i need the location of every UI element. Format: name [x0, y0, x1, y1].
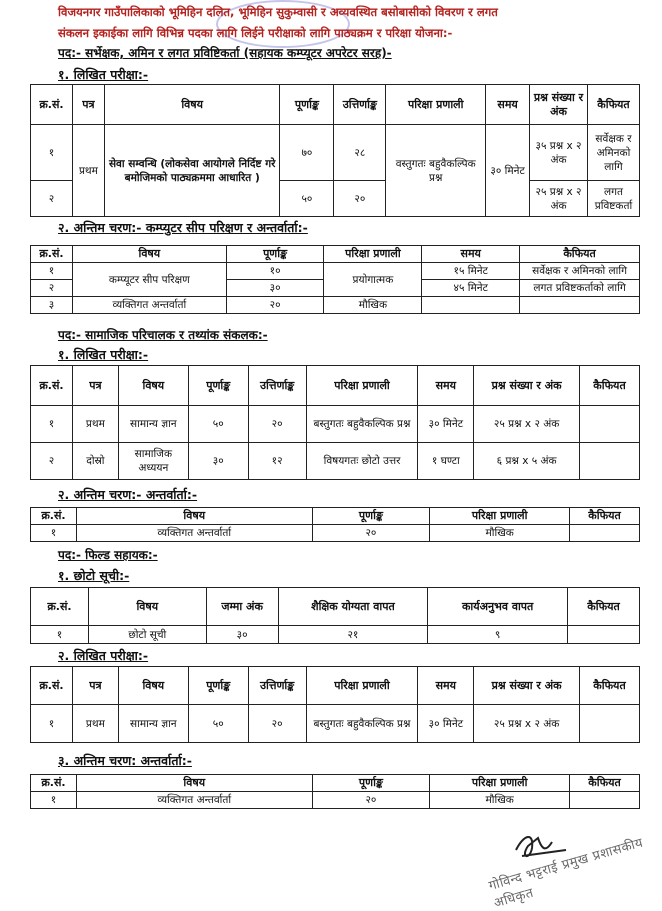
col-header: प्रश्न संख्या र अंक [474, 366, 580, 406]
col-header: विषय [118, 366, 188, 406]
col-header: विषय [104, 85, 280, 125]
table-header-row [31, 508, 640, 525]
cell-subject: सामाजिक अध्ययन [118, 443, 188, 480]
col-header: कैफियत [580, 667, 640, 705]
col-header: परिक्षा प्रणाली [430, 508, 570, 525]
cell-total-marks: ३० [206, 626, 278, 644]
post3-final-table [30, 774, 640, 809]
cell-pass-marks: २० [334, 181, 386, 217]
document-header [58, 2, 653, 44]
official-stamp: गोविन्द भट्टराई प्रमुख प्रशासकीय अधिकृत [487, 835, 645, 911]
cell-paper: प्रथम [72, 406, 118, 443]
cell-sn: २ [31, 181, 73, 217]
col-header: परिक्षा प्रणाली [306, 667, 418, 705]
col-header: समय [418, 366, 474, 406]
post2-title: पद:- सामाजिक परिचालक र तथ्यांक संकलक:- [58, 328, 268, 342]
post2-final-table [30, 507, 640, 542]
cell-full-marks: ७० [280, 125, 334, 181]
cell-remark: सर्वेक्षक र अमिनको लागि [587, 125, 639, 181]
cell-remark [570, 525, 640, 542]
cell-remark: लगत प्रविष्टकर्ता [587, 181, 639, 217]
cell-questions: ६ प्रश्न x ५ अंक [474, 443, 580, 480]
cell-remark [580, 406, 640, 443]
cell-time [422, 297, 520, 314]
table-row [31, 406, 640, 443]
cell-subject: कम्प्यूटर सीप परिक्षण [72, 263, 226, 297]
cell-remark [570, 792, 640, 809]
cell-time: ३० मिनेट [418, 705, 474, 743]
col-header: विषय [76, 508, 312, 525]
post2-written-heading: १. लिखित परीक्षा:- [58, 347, 149, 362]
post3-final-heading: ३. अन्तिम चरण: अन्तर्वार्ता:- [58, 753, 192, 768]
cell-subject: व्यक्तिगत अन्तर्वार्ता [76, 525, 312, 542]
table-row [31, 297, 640, 314]
cell-full-marks: २० [312, 792, 430, 809]
table-row [31, 792, 640, 809]
cell-questions: २५ प्रश्न x २ अंक [474, 406, 580, 443]
col-header: कैफियत [587, 85, 639, 125]
col-header: क्र.सं. [31, 588, 89, 626]
cell-time: ३० मिनेट [418, 406, 474, 443]
col-header: समय [418, 667, 474, 705]
post2-final-heading: २. अन्तिम चरण:- अन्तर्वार्ता:- [58, 487, 198, 502]
post2-written-table [30, 365, 640, 480]
cell-sn: २ [31, 443, 73, 480]
cell-questions: २५ प्रश्न x २ अंक [530, 181, 588, 217]
cell-time: ४५ मिनेट [422, 280, 520, 297]
table-header-row [31, 366, 640, 406]
col-header: शैक्षिक योग्यता वापत [278, 588, 428, 626]
cell-full-marks: ३० [188, 443, 248, 480]
cell-sn: १ [31, 263, 73, 280]
cell-sn: २ [31, 280, 73, 297]
col-header: परिक्षा प्रणाली [430, 775, 570, 792]
cell-sn: १ [31, 705, 73, 743]
cell-exam-system: बस्तुगतः बहुवैकल्पिक प्रश्न [306, 406, 418, 443]
col-header: कैफियत [570, 508, 640, 525]
col-header: पूर्णाङ्क [226, 246, 324, 263]
cell-subject: छोटो सूची [88, 626, 206, 644]
post1-final-heading: २. अन्तिम चरण:- कम्प्युटर सीप परिक्षण र अन्तर्वार्ता:- [58, 220, 308, 235]
cell-remark: सर्वेक्षक र अमिनको लागि [520, 263, 640, 280]
col-header: उत्तिर्णाङ्क [248, 366, 306, 406]
cell-exam-system: मौखिक [430, 792, 570, 809]
cell-paper: प्रथम [72, 705, 118, 743]
col-header: क्र.सं. [31, 508, 77, 525]
col-header: कैफियत [570, 775, 640, 792]
col-header: विषय [76, 775, 312, 792]
table-header-row [31, 667, 640, 705]
col-header: क्र.सं. [31, 366, 73, 406]
post1-written-table [30, 84, 640, 217]
cell-sn: १ [31, 406, 73, 443]
cell-time: ३० मिनेट [486, 125, 530, 217]
col-header: पूर्णाङ्क [188, 667, 248, 705]
col-header: पत्र [72, 85, 104, 125]
post1-final-table [30, 245, 640, 314]
col-header: उत्तिर्णाङ्क [248, 667, 306, 705]
cell-time: १ घण्टा [418, 443, 474, 480]
cell-sn: १ [31, 525, 77, 542]
cell-full-marks: ५० [188, 705, 248, 743]
cell-pass-marks: २० [248, 705, 306, 743]
col-header: कैफियत [580, 366, 640, 406]
table-row [31, 705, 640, 743]
header-line-2: संकलन इकाईका लागि विभिन्न पदका लागि लिईने परीक्षाको लागि पाठ्यक्रम र परिक्षा योजना:- [58, 26, 453, 40]
cell-pass-marks: २८ [334, 125, 386, 181]
col-header: समय [486, 85, 530, 125]
col-header: विषय [72, 246, 226, 263]
col-header: पूर्णाङ्क [312, 775, 430, 792]
col-header: विषय [88, 588, 206, 626]
cell-remark [580, 705, 640, 743]
cell-remark: लगत प्रविष्टकर्ताको लागि [520, 280, 640, 297]
cell-subject: सेवा सम्वन्धि (लोकसेवा आयोगले निर्दिष्ट गरे बमोजिमको पाठ्यक्रममा आधारित ) [104, 125, 280, 217]
cell-pass-marks: २० [248, 406, 306, 443]
col-header: क्र.सं. [31, 85, 73, 125]
table-row [31, 443, 640, 480]
cell-remark [568, 626, 640, 644]
cell-full-marks: २० [226, 297, 324, 314]
table-row [31, 525, 640, 542]
cell-exam-system: बस्तुगतः बहुवैकल्पिक प्रश्न [306, 705, 418, 743]
cell-subject: सामान्य ज्ञान [118, 705, 188, 743]
post3-short-table [30, 587, 640, 644]
col-header: क्र.सं. [31, 775, 77, 792]
col-header: परिक्षा प्रणाली [306, 366, 418, 406]
col-header: पत्र [72, 366, 118, 406]
cell-sn: ३ [31, 297, 73, 314]
post3-written-heading: २. लिखित परीक्षा:- [58, 648, 149, 663]
col-header: परिक्षा प्रणाली [324, 246, 422, 263]
post1-title: पद:- सर्भेक्षक, अमिन र लगत प्रविष्टिकर्ता (सहायक कम्प्यूटर अपरेटर सरह)- [58, 46, 392, 60]
cell-questions: ३५ प्रश्न x २ अंक [530, 125, 588, 181]
col-header: पूर्णाङ्क [312, 508, 430, 525]
cell-full-marks: ५० [280, 181, 334, 217]
cell-time: १५ मिनेट [422, 263, 520, 280]
post3-written-table [30, 666, 640, 743]
cell-exam-system: विषयगतः छोटो उत्तर [306, 443, 418, 480]
cell-subject: व्यक्तिगत अन्तर्वार्ता [76, 792, 312, 809]
cell-sn: १ [31, 792, 77, 809]
col-header: उत्तिर्णाङ्क [334, 85, 386, 125]
col-header: क्र.सं. [31, 246, 73, 263]
cell-exam-system: वस्तुगतः बहुवैकल्पिक प्रश्न [386, 125, 486, 217]
col-header: कैफियत [568, 588, 640, 626]
table-header-row [31, 588, 640, 626]
col-header: कार्यअनुभव वापत [428, 588, 568, 626]
cell-exam-system: मौखिक [324, 297, 422, 314]
cell-experience-marks: ९ [428, 626, 568, 644]
cell-pass-marks: १२ [248, 443, 306, 480]
col-header: परिक्षा प्रणाली [386, 85, 486, 125]
col-header: पूर्णाङ्क [280, 85, 334, 125]
cell-questions: २५ प्रश्न x २ अंक [474, 705, 580, 743]
table-header-row [31, 775, 640, 792]
cell-full-marks: ५० [188, 406, 248, 443]
cell-subject: सामान्य ज्ञान [118, 406, 188, 443]
col-header: प्रश्न संख्या र अंक [474, 667, 580, 705]
cell-subject: व्यक्तिगत अन्तर्वार्ता [72, 297, 226, 314]
table-row [31, 125, 640, 181]
col-header: कैफियत [520, 246, 640, 263]
cell-remark [520, 297, 640, 314]
col-header: जम्मा अंक [206, 588, 278, 626]
post3-title: पद:- फिल्ड सहायक:- [58, 548, 158, 562]
cell-sn: १ [31, 125, 73, 181]
cell-paper: प्रथम [72, 125, 104, 217]
table-header-row [31, 85, 640, 125]
col-header: विषय [118, 667, 188, 705]
cell-full-marks: १० [226, 263, 324, 280]
col-header: समय [422, 246, 520, 263]
cell-exam-system: प्रयोगात्मक [324, 263, 422, 297]
cell-exam-system: मौखिक [430, 525, 570, 542]
cell-paper: दोस्रो [72, 443, 118, 480]
table-row [31, 263, 640, 280]
col-header: क्र.सं. [31, 667, 73, 705]
header-line-1: विजयनगर गाउँपालिकाको भूमिहिन दलित, भूमिहिन सुकुम्वासी र अव्यवस्थित बसोबासीको विवरण र लगत [58, 5, 498, 19]
cell-full-marks: २० [312, 525, 430, 542]
table-header-row [31, 246, 640, 263]
cell-remark [580, 443, 640, 480]
post1-written-heading: १. लिखित परीक्षा:- [58, 67, 149, 82]
table-row [31, 626, 640, 644]
cell-sn: १ [31, 626, 89, 644]
col-header: प्रश्न संख्या र अंक [530, 85, 588, 125]
cell-education-marks: २१ [278, 626, 428, 644]
col-header: पूर्णाङ्क [188, 366, 248, 406]
post3-short-heading: १. छोटो सूची:- [58, 568, 130, 583]
col-header: पत्र [72, 667, 118, 705]
cell-full-marks: ३० [226, 280, 324, 297]
